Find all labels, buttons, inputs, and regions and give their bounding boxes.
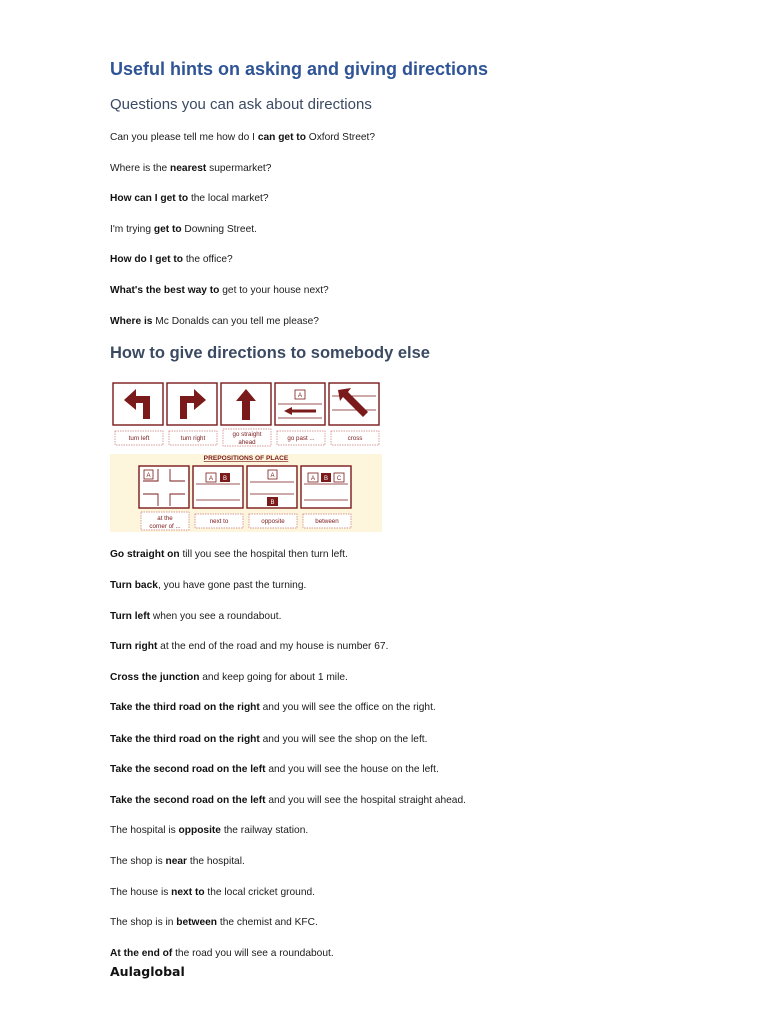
between-letter-a: A — [310, 476, 316, 482]
label-corner-line1: at the — [157, 515, 173, 522]
direction-line: Take the third road on the right and you will see the shop on the left. — [110, 734, 428, 745]
question-line: Where is the nearest supermarket? — [110, 163, 272, 174]
question-line: Can you please tell me how do I can get to Oxford Street? — [110, 132, 376, 143]
footer-brand: Aulaglobal — [110, 964, 185, 979]
next-to-box — [193, 466, 243, 508]
directions-figure — [110, 378, 386, 532]
direction-line: The house is next to the local cricket ground. — [110, 887, 315, 898]
direction-line: Take the second road on the left and you will see the house on the left. — [110, 764, 439, 775]
label-corner-line2: corner of ... — [149, 523, 181, 530]
direction-line: At the end of the road you will see a roundabout. — [110, 948, 334, 959]
between-letter-c: C — [336, 476, 342, 482]
direction-line: Turn left when you see a roundabout. — [110, 611, 282, 622]
direction-line: The shop is in between the chemist and KFC. — [110, 917, 318, 928]
corner-letter-a: A — [146, 473, 151, 479]
turn-right-box — [167, 383, 217, 425]
label-turn-right: turn right — [180, 435, 206, 442]
label-opposite: opposite — [261, 518, 285, 525]
direction-line: The shop is near the hospital. — [110, 856, 245, 867]
label-next-to: next to — [209, 518, 229, 525]
label-between: between — [315, 518, 339, 525]
opposite-letter-a: A — [270, 473, 275, 479]
direction-line: Turn right at the end of the road and my house is number 67. — [110, 641, 389, 652]
page-title: Useful hints on asking and giving directions — [110, 59, 489, 79]
label-go-past: go past ... — [287, 435, 315, 442]
question-line: I'm trying get to Downing Street. — [110, 224, 257, 235]
prepositions-title: PREPOSITIONS OF PLACE — [203, 455, 289, 462]
direction-line: Take the second road on the left and you will see the hospital straight ahead. — [110, 795, 466, 806]
label-go-straight-line1: go straight — [232, 431, 262, 438]
direction-line: The hospital is opposite the railway station. — [110, 825, 309, 836]
opposite-letter-b: B — [270, 500, 275, 506]
directions-diagram — [110, 378, 386, 532]
giving-directions-heading: How to give directions to somebody else — [110, 344, 430, 362]
between-letter-b: B — [323, 476, 329, 482]
question-line: Where is Mc Donalds can you tell me please? — [110, 316, 319, 327]
label-turn-left: turn left — [128, 435, 150, 442]
direction-line: Go straight on till you see the hospital then turn left. — [110, 549, 348, 560]
label-go-straight-line2: ahead — [238, 439, 256, 446]
next-letter-a: A — [208, 476, 214, 482]
turn-left-box — [113, 383, 163, 425]
letter-a: A — [297, 393, 303, 399]
next-letter-b: B — [222, 476, 228, 482]
question-line: How do I get to the office? — [110, 254, 233, 265]
question-line: What's the best way to get to your house next? — [110, 285, 329, 296]
label-cross: cross — [347, 435, 363, 442]
question-line: How can I get to the local market? — [110, 193, 269, 204]
direction-line: Turn back, you have gone past the turning. — [110, 580, 307, 591]
questions-heading: Questions you can ask about directions — [110, 96, 372, 113]
between-box — [301, 466, 351, 508]
direction-line: Take the third road on the right and you will see the office on the right. — [110, 702, 436, 713]
direction-line: Cross the junction and keep going for about 1 mile. — [110, 672, 348, 683]
